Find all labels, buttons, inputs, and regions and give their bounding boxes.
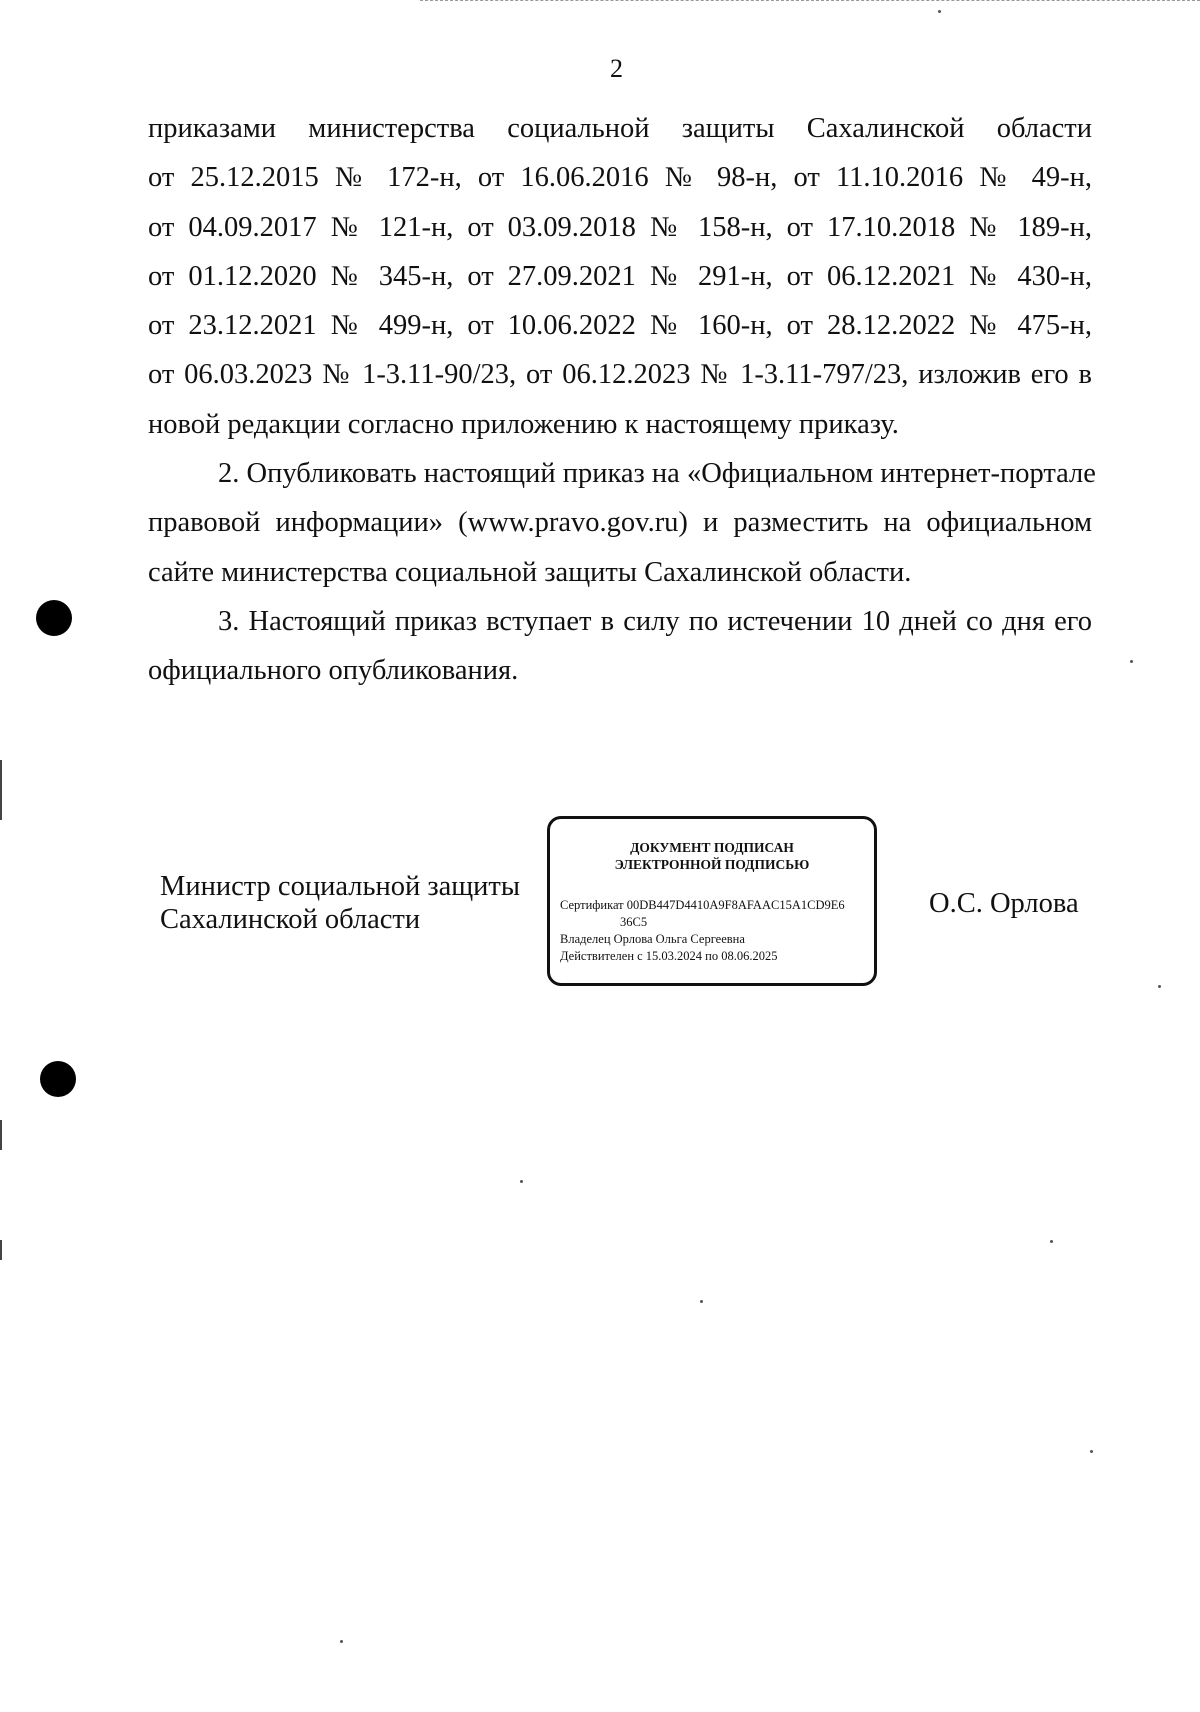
text-line: от 04.09.2017 № 121-н, от 03.09.2018 № 158-н, от 17.10.2018 № 189-н, bbox=[148, 211, 1092, 243]
position-line: Сахалинской области bbox=[160, 904, 421, 935]
text-line: официального опубликования. bbox=[148, 655, 519, 687]
scan-speck bbox=[1050, 1240, 1053, 1243]
scan-speck bbox=[1130, 660, 1133, 663]
paragraph-1 bbox=[148, 104, 1092, 449]
scan-speck bbox=[938, 10, 941, 13]
text-line: сайте министерства социальной защиты Сахалинской области. bbox=[148, 556, 912, 588]
position-line: Министр социальной защиты bbox=[160, 871, 521, 902]
stamp-title-line: ДОКУМЕНТ ПОДПИСАН bbox=[630, 840, 794, 855]
text-line: 2. Опубликовать настоящий приказ на «Официальном интернет-портале bbox=[218, 458, 1096, 490]
text-line: новой редакции согласно приложению к настоящему приказу. bbox=[148, 408, 899, 440]
text-line: правовой информации» (www.pravo.gov.ru) и разместить на официальном bbox=[148, 507, 1092, 539]
punch-hole bbox=[40, 1061, 76, 1097]
scan-edge-mark bbox=[0, 1240, 2, 1260]
punch-hole bbox=[36, 600, 72, 636]
paragraph-3 bbox=[148, 597, 1092, 696]
electronic-signature-stamp bbox=[547, 816, 877, 986]
text-line: 3. Настоящий приказ вступает в силу по истечении 10 дней со дня его bbox=[218, 605, 1092, 637]
certificate-number-continued: 36C5 bbox=[620, 915, 648, 929]
signatory-position bbox=[160, 870, 520, 936]
text-line: от 06.03.2023 № 1-3.11-90/23, от 06.12.2023 № 1-3.11-797/23, изложив его в bbox=[148, 359, 1092, 391]
document-body bbox=[148, 104, 1096, 696]
stamp-title bbox=[550, 839, 874, 873]
scan-speck bbox=[1090, 1450, 1093, 1453]
certificate-validity: Действителен с 15.03.2024 по 08.06.2025 bbox=[560, 949, 778, 963]
stamp-title-line: ЭЛЕКТРОННОЙ ПОДПИСЬЮ bbox=[614, 857, 810, 872]
scan-speck bbox=[700, 1300, 703, 1303]
scan-speck bbox=[340, 1640, 343, 1643]
scan-top-edge bbox=[420, 0, 1200, 2]
text-line: от 25.12.2015 № 172-н, от 16.06.2016 № 98-н, от 11.10.2016 № 49-н, bbox=[148, 162, 1092, 194]
certificate-number: Сертификат 00DB447D4410A9F8AFAAC15A1CD9E6 bbox=[560, 898, 845, 912]
stamp-details bbox=[560, 897, 845, 965]
signer-name: О.С. Орлова bbox=[929, 888, 1079, 919]
text-line: приказами министерства социальной защиты Сахалинской области bbox=[148, 113, 1092, 144]
text-line: от 23.12.2021 № 499-н, от 10.06.2022 № 160-н, от 28.12.2022 № 475-н, bbox=[148, 310, 1092, 342]
paragraph-2 bbox=[148, 449, 1096, 597]
scan-speck bbox=[520, 1180, 523, 1183]
scan-speck bbox=[1158, 985, 1161, 988]
scan-edge-mark bbox=[0, 760, 2, 820]
certificate-owner: Владелец Орлова Ольга Сергеевна bbox=[560, 932, 745, 946]
page-number: 2 bbox=[610, 54, 623, 83]
text-line: от 01.12.2020 № 345-н, от 27.09.2021 № 291-н, от 06.12.2021 № 430-н, bbox=[148, 260, 1092, 292]
scan-edge-mark bbox=[0, 1120, 2, 1150]
